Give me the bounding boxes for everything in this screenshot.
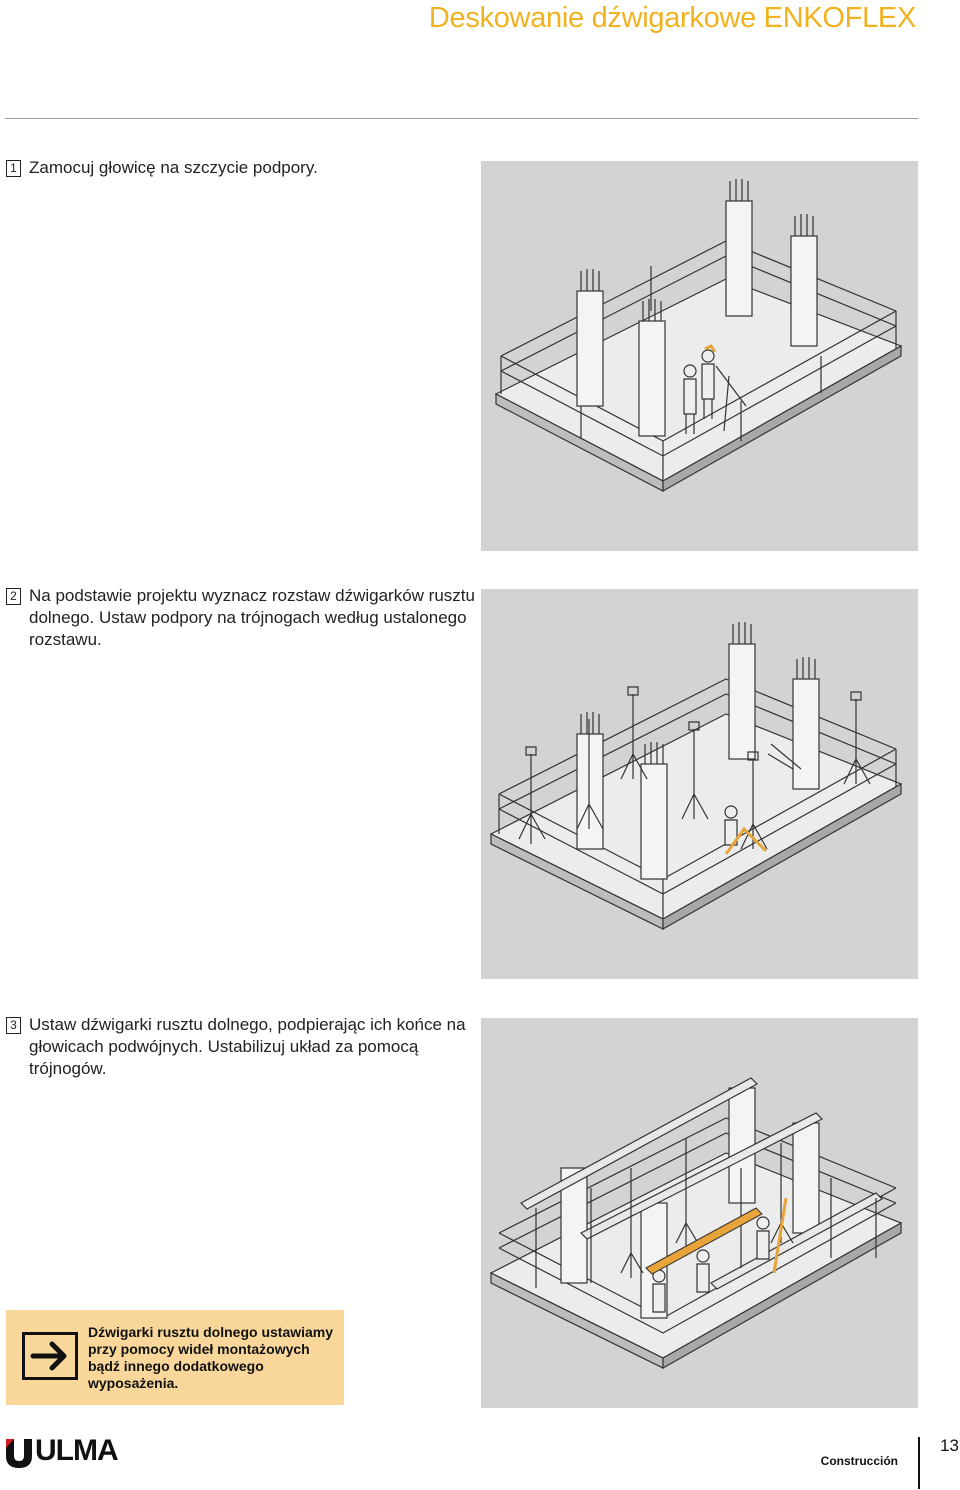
site-illustration-1 <box>481 161 918 551</box>
step-number: 2 <box>6 588 21 605</box>
ulma-emblem-icon <box>4 1436 34 1470</box>
page-number: 13 <box>940 1436 959 1455</box>
step-text: Ustaw dźwigarki rusztu dolnego, podpierając ich końce na głowicach podwójnych. Ustabilizuj układ za pomocą trójnogów. <box>29 1015 466 1078</box>
step-1 <box>6 157 476 179</box>
step-text: Na podstawie projektu wyznacz rozstaw dźwigarków rusztu dolnego. Ustaw podpory na trójnogach według ustalonego rozstawu. <box>29 586 475 649</box>
illustration-step-1 <box>481 161 918 551</box>
page-title: Deskowanie dźwigarkowe ENKOFLEX <box>428 2 916 34</box>
footer-divider <box>918 1437 920 1489</box>
arrow-right-icon <box>22 1332 78 1380</box>
illustration-step-3 <box>481 1018 918 1408</box>
note-box <box>6 1310 344 1405</box>
step-3 <box>6 1014 476 1080</box>
step-number: 1 <box>6 160 21 177</box>
site-illustration-3 <box>481 1018 918 1408</box>
header-divider <box>5 118 918 119</box>
note-text: Dźwigarki rusztu dolnego ustawiamy przy pomocy wideł montażowych bądź innego dodatkowego wyposażenia. <box>88 1324 334 1391</box>
step-2 <box>6 585 476 651</box>
division-label: Construcción <box>820 1454 898 1468</box>
brand-name: ULMA <box>35 1434 118 1467</box>
site-illustration-2 <box>481 589 918 979</box>
step-number: 3 <box>6 1017 21 1034</box>
illustration-step-2 <box>481 589 918 979</box>
step-text: Zamocuj głowicę na szczycie podpory. <box>29 158 318 177</box>
